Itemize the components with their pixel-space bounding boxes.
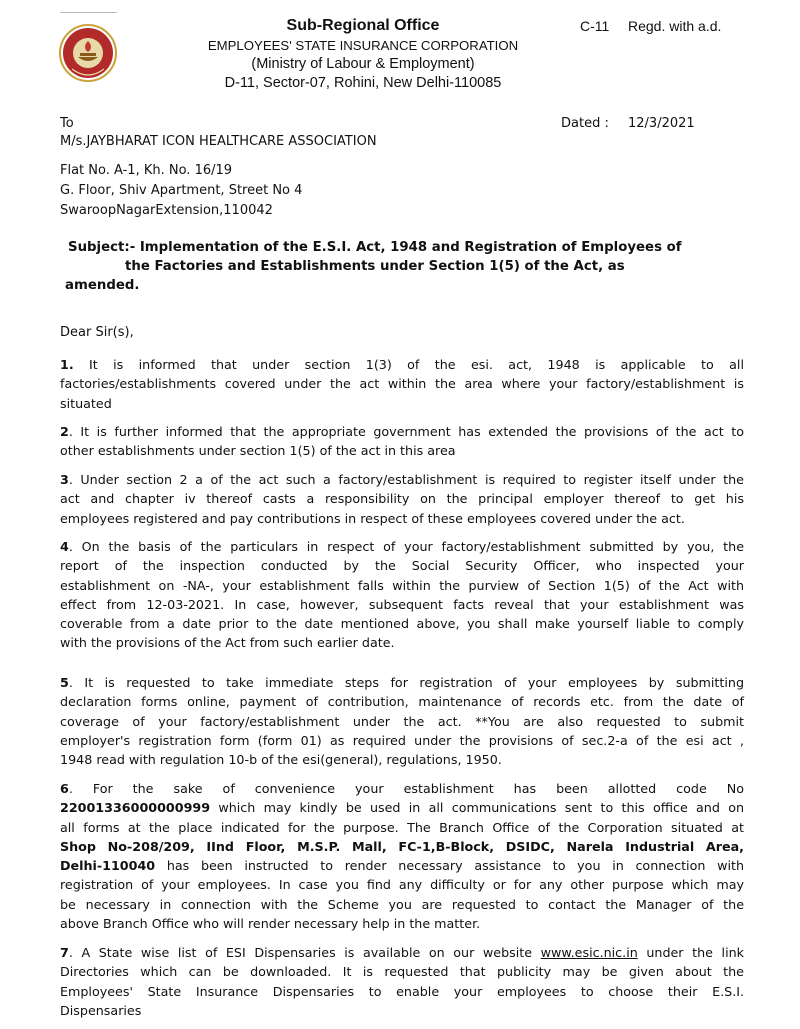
paragraph-line: Employees' State Insurance Dispensaries to enable your employees to choose their E.S.I.: [60, 983, 744, 999]
paragraph-line: [60, 856, 744, 875]
website-link[interactable]: www.esic.nic.in: [540, 945, 638, 960]
paragraph-line: coverable from a date prior to the date mentioned above, you shall make yourself liable to comply: [60, 616, 744, 632]
paragraph-line: [60, 779, 744, 798]
employer-code: 22001336000000999: [60, 800, 211, 816]
paragraph-line: all forms at the place indicated for the purpose. The Branch Office of the Corporation situated at: [60, 819, 744, 835]
branch-address: Shop No-208/209, IInd Floor, M.S.P. Mall, FC-1,B-Block, DSIDC, Narela Industrial Area,: [60, 838, 744, 854]
ministry-name: (Ministry of Labour & Employment): [251, 56, 475, 72]
paragraph-3: [60, 470, 744, 528]
paragraph-number: 2: [60, 424, 69, 439]
paragraph-line: [60, 355, 744, 374]
paragraph-line: coverage of your factory/establishment under the act. **You are also requested to submit: [60, 713, 744, 729]
paragraph-number: 5: [60, 675, 69, 690]
salutation: Dear Sir(s),: [60, 325, 134, 340]
paragraph-line: registration of your employees. In case you find any difficulty or for any other purpose which may: [60, 877, 744, 893]
branch-address: Delhi-110040: [60, 858, 156, 874]
paragraph-line: [60, 798, 744, 817]
paragraph-text: under the link: [637, 945, 744, 960]
paragraph-line: situated: [60, 395, 112, 411]
paragraph-text: has been instructed to render necessary assistance to you in connection with: [155, 858, 744, 874]
paragraph-7: [60, 943, 744, 1020]
paragraph-text: . It is further informed that the appropriate government has extended the provisions of the act to: [68, 424, 744, 439]
paragraph-line: Directories which can be downloaded. It is requested that publicity may be given about the: [60, 964, 744, 980]
paragraph-number: 3: [60, 472, 69, 487]
paragraph-number: 1.: [60, 357, 74, 372]
paragraph-line: report of the inspection conducted by the Social Security Officer, who inspected your: [60, 558, 744, 574]
paragraph-4: [60, 537, 744, 653]
paragraph-line: [60, 673, 744, 692]
paragraph-text: . On the basis of the particulars in respect of your factory/establishment submitted by you, the: [68, 539, 744, 554]
subject-line: Subject:- Implementation of the E.S.I. Act, 1948 and Registration of Employees of: [68, 240, 682, 255]
paragraph-6: [60, 779, 744, 933]
paragraph-text: . For the sake of convenience your establishment has been allotted code No: [68, 781, 744, 796]
paragraph-text: It is informed that under section 1(3) of the esi. act, 1948 is applicable to all: [89, 357, 744, 372]
paragraph-line: declaration forms online, payment of contribution, maintenance of records etc. from the date of: [60, 694, 744, 710]
paragraph-text: . A State wise list of ESI Dispensaries is available on our website: [68, 945, 541, 960]
paragraph-line: [60, 943, 744, 962]
paragraph-line: [60, 470, 744, 489]
paragraph-text: which may kindly be used in all communications sent to this office and on: [210, 800, 744, 816]
paragraph-number: 7: [60, 945, 69, 960]
paragraph-number: 6: [60, 781, 69, 796]
paragraph-line: establishment on -NA-, your establishment falls within the purview of Section 1(5) of the Act with: [60, 577, 744, 593]
paragraph-line: factories/establishments covered under the act within the area where your factory/establishment is: [60, 376, 744, 392]
paragraph-line: Dispensaries: [60, 1002, 142, 1018]
date-value: 12/3/2021: [628, 116, 695, 131]
esic-logo: [58, 15, 118, 92]
recipient-address-line: Flat No. A-1, Kh. No. 16/19: [60, 163, 233, 178]
paragraph-line: [60, 422, 744, 441]
paragraph-line: other establishments under section 1(5) of the act in this area: [60, 443, 456, 459]
paragraph-line: with the provisions of the Act from such earlier date.: [60, 635, 395, 651]
paragraph-1: [60, 355, 744, 413]
subject-line: the Factories and Establishments under Section 1(5) of the Act, as: [125, 259, 625, 274]
paragraph-line: employees registered and pay contributions in respect of these employees covered under the act.: [60, 510, 685, 526]
paragraph-text: . Under section 2 a of the act such a factory/establishment is required to register itself under the: [68, 472, 744, 487]
paragraph-2: [60, 422, 744, 461]
date-label: Dated :: [561, 116, 609, 131]
subject-line: amended.: [65, 278, 140, 293]
paragraph-line: effect from 12-03-2021. In case, however, subsequent facts reveal that your establishment was: [60, 596, 744, 612]
paragraph-line: 1948 read with regulation 10-b of the esi(general), regulations, 1950.: [60, 752, 502, 768]
recipient-address-line: G. Floor, Shiv Apartment, Street No 4: [60, 183, 303, 198]
regd-note: Regd. with a.d.: [628, 18, 722, 34]
recipient-address-line: SwaroopNagarExtension,110042: [60, 203, 273, 218]
paragraph-text: . It is requested to take immediate steps for registration of your employees by submitting: [68, 675, 744, 690]
paragraph-line: employer's registration form (form 01) as required under the provisions of sec.2-a of the esi act ,: [60, 732, 744, 748]
header-rule: [60, 12, 117, 13]
paragraph-line: act and chapter iv thereof casts a responsibility on the principal employer thereof to get his: [60, 491, 744, 507]
paragraph-line: [60, 537, 744, 556]
office-address: D-11, Sector-07, Rohini, New Delhi-110085: [224, 75, 502, 91]
to-label: To: [60, 116, 74, 131]
paragraph-number: 4: [60, 539, 69, 554]
corporation-name: EMPLOYEES' STATE INSURANCE CORPORATION: [207, 38, 519, 53]
form-code: C-11: [580, 18, 610, 34]
paragraph-5: [60, 673, 744, 769]
paragraph-line: be necessary in connection with the Scheme you are requested to contact the Manager of the: [60, 896, 744, 912]
recipient-name: M/s.JAYBHARAT ICON HEALTHCARE ASSOCIATION: [60, 134, 377, 149]
office-title: Sub-Regional Office: [286, 17, 440, 34]
paragraph-line: above Branch Office who will render necessary help in the matter.: [60, 916, 481, 932]
